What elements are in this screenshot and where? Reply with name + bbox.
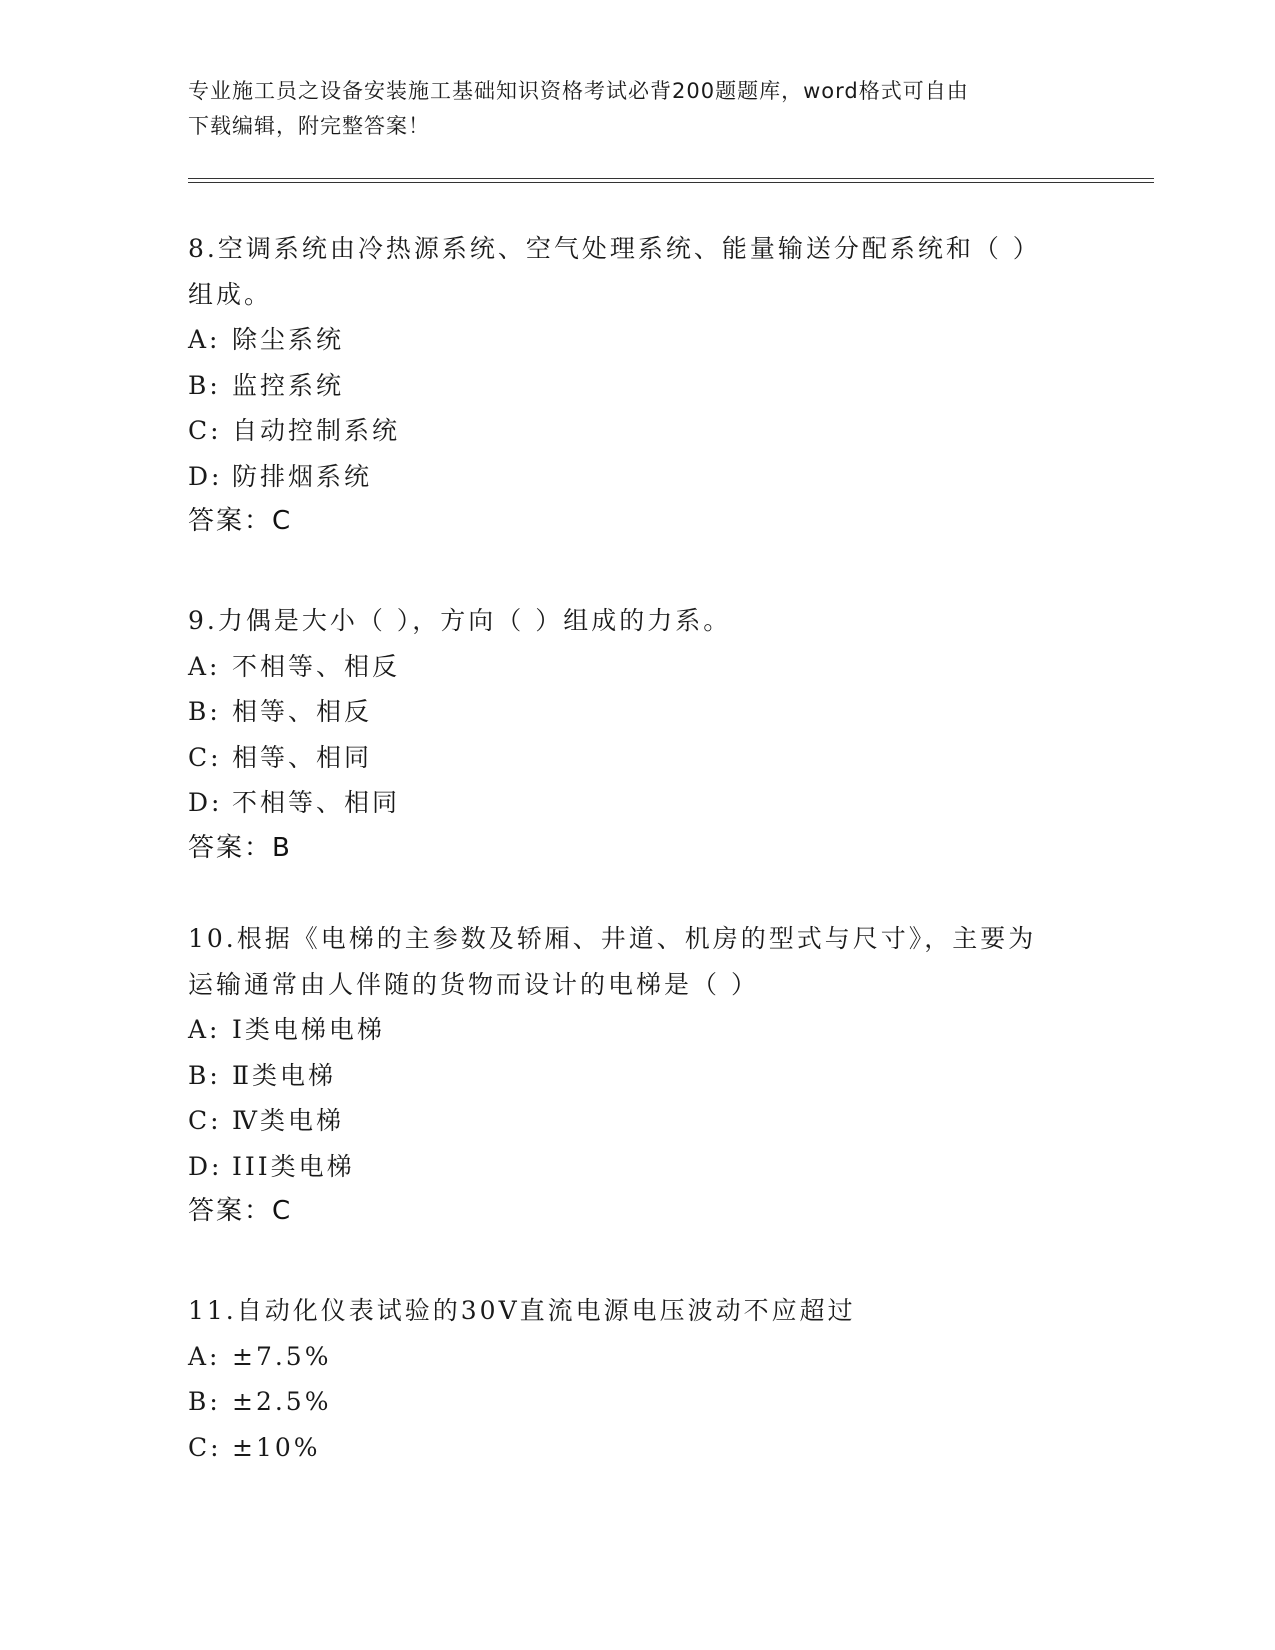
option-a <box>188 317 1088 363</box>
option-letter: B: <box>188 1060 221 1090</box>
header-line-1: 专业施工员之设备安装施工基础知识资格考试必背200题题库，word格式可自由 <box>188 79 969 103</box>
question-stem-line: 组成。 <box>188 279 273 309</box>
option-text: Ⅳ类电梯 <box>232 1106 344 1135</box>
option-letter: C: <box>188 742 222 772</box>
option-text: 防排烟系统 <box>232 461 373 491</box>
option-letter: B: <box>188 370 221 400</box>
option-letter: C: <box>188 1432 222 1462</box>
header-divider-top <box>188 178 1154 179</box>
option-b <box>188 1053 1088 1099</box>
option-letter: B: <box>188 697 221 726</box>
option-c <box>188 1098 1088 1144</box>
question-9 <box>188 598 1088 871</box>
option-text: III类电梯 <box>232 1151 355 1181</box>
answer-line: 答案：B <box>188 832 292 863</box>
question-10 <box>188 916 1088 1234</box>
option-c <box>188 1425 1088 1471</box>
option-letter: B: <box>188 1387 221 1416</box>
option-text: Ⅰ类电梯电梯 <box>232 1015 385 1044</box>
answer-line: 答案：C <box>188 1196 293 1226</box>
option-letter: A: <box>188 651 221 681</box>
option-a <box>188 644 1088 690</box>
option-text: 监控系统 <box>232 370 345 400</box>
option-c <box>188 735 1088 781</box>
option-letter: A: <box>188 325 221 354</box>
header-line-2: 下载编辑，附完整答案！ <box>188 114 430 138</box>
option-text: 自动控制系统 <box>232 416 401 445</box>
option-letter: D: <box>188 788 223 817</box>
option-letter: C: <box>188 1106 222 1135</box>
option-letter: C: <box>188 416 222 445</box>
question-stem-line: 8.空调系统由冷热源系统、空气处理系统、能量输送分配系统和（ ） <box>188 234 1041 263</box>
option-b <box>188 1379 1088 1425</box>
document-header <box>188 74 1088 144</box>
option-text: Ⅱ类电梯 <box>232 1060 336 1090</box>
question-stem-line: 10.根据《电梯的主参数及轿厢、井道、机房的型式与尺寸》，主要为 <box>188 924 1037 953</box>
question-stem-line: 9.力偶是大小（ ），方向（ ）组成的力系。 <box>188 606 732 635</box>
option-text: 相等、相同 <box>232 742 373 772</box>
option-text: 不相等、相反 <box>232 651 401 681</box>
option-letter: A: <box>188 1341 221 1371</box>
option-text: 除尘系统 <box>232 325 345 354</box>
option-d <box>188 454 1088 500</box>
option-text: ±2.5% <box>232 1387 332 1416</box>
question-11 <box>188 1288 1088 1470</box>
answer-line: 答案：C <box>188 506 293 536</box>
option-a <box>188 1007 1088 1053</box>
header-divider-bottom <box>188 182 1154 183</box>
option-letter: D: <box>188 1151 223 1181</box>
option-text: ±10% <box>232 1432 321 1462</box>
option-c <box>188 408 1088 454</box>
option-b <box>188 689 1088 735</box>
option-b <box>188 363 1088 409</box>
option-letter: D: <box>188 461 223 491</box>
option-text: 不相等、相同 <box>232 788 401 817</box>
option-a <box>188 1334 1088 1380</box>
question-stem-line: 11.自动化仪表试验的30V直流电源电压波动不应超过 <box>188 1296 856 1325</box>
option-d <box>188 780 1088 826</box>
option-text: 相等、相反 <box>232 697 373 726</box>
question-stem-line: 运输通常由人伴随的货物而设计的电梯是（ ） <box>188 969 759 999</box>
option-d <box>188 1144 1088 1190</box>
option-letter: A: <box>188 1015 221 1044</box>
question-8 <box>188 226 1088 544</box>
option-text: ±7.5% <box>232 1341 332 1371</box>
